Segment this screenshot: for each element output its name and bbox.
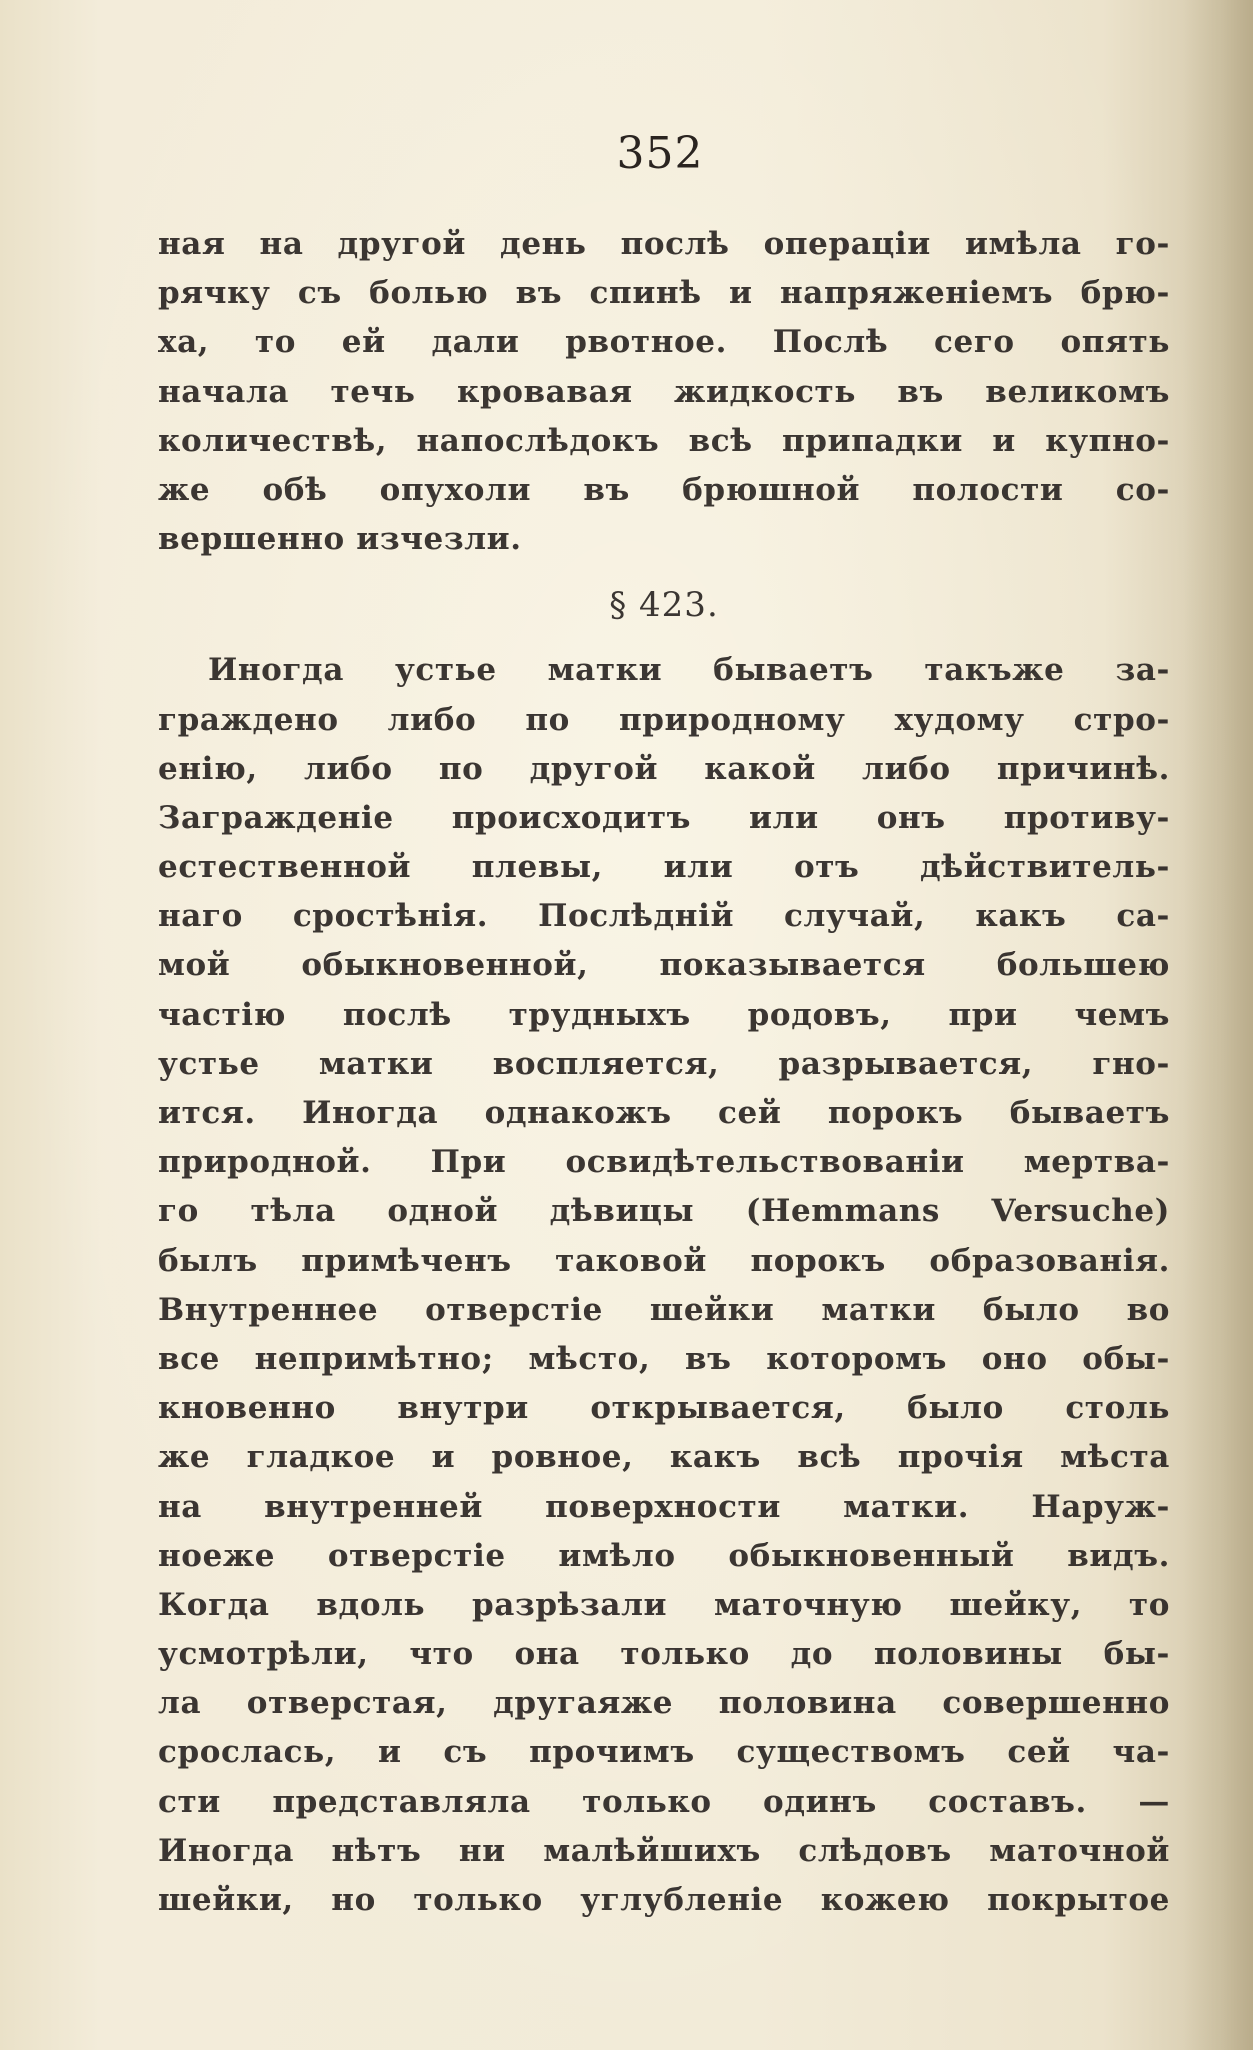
text-line: сти представляла только одинъ составъ. — — [158, 1783, 1170, 1820]
text-line: наго сростѣнія. Послѣдній случай, какъ са- — [158, 898, 1170, 935]
text-line: Загражденіе происходитъ или онъ противу- — [158, 799, 1170, 836]
text-line: рячку съ болью въ спинѣ и напряженіемъ брю- — [158, 275, 1170, 312]
text-line: на внутренней поверхности матки. Наруж- — [158, 1488, 1170, 1525]
text-line: ла отверстая, другаяже половина совершенно — [158, 1685, 1170, 1722]
text-line: ится. Иногда однакожъ сей порокъ бываетъ — [158, 1095, 1170, 1131]
text-line: го тѣла одной дѣвицы (Hemmans Versuche) — [158, 1193, 1170, 1230]
text-line: усмотрѣли, что она только до половины бы- — [158, 1636, 1170, 1673]
text-line: все непримѣтно; мѣсто, въ которомъ оно обы- — [158, 1340, 1170, 1377]
text-line: частію послѣ трудныхъ родовъ, при чемъ — [158, 996, 1170, 1033]
text-line: вершенно изчезли. — [158, 521, 522, 558]
text-line: ха, то ей дали рвотное. Послѣ сего опять — [158, 324, 1170, 361]
text-line: Иногда устье матки бываетъ такъже за- — [208, 652, 1170, 689]
paragraph-section-423 — [158, 646, 1170, 1925]
text-line: количествѣ, напослѣдокъ всѣ припадки и купно- — [158, 422, 1170, 459]
text-line: енію, либо по другой какой либо причинѣ. — [158, 750, 1170, 787]
text-line: срослась, и съ прочимъ существомъ сей ча- — [158, 1734, 1170, 1771]
text-line: шейки, но только углубленіе кожею покрытое — [158, 1882, 1170, 1918]
text-line: ная на другой день послѣ операціи имѣла го- — [158, 226, 1170, 262]
text-line: природной. При освидѣтельствованіи мертва- — [158, 1144, 1170, 1181]
text-line: Иногда нѣтъ ни малѣйшихъ слѣдовъ маточной — [158, 1832, 1170, 1869]
paragraph-continuation — [158, 220, 1170, 564]
text-line: Внутреннее отверстіе шейки матки было во — [158, 1291, 1170, 1328]
section-heading: § 423. — [609, 585, 719, 626]
text-line: кновенно внутри открывается, было столь — [158, 1390, 1170, 1427]
text-line: граждено либо по природному худому стро- — [158, 701, 1170, 738]
text-line: же обѣ опухоли въ брюшной полости со- — [158, 471, 1170, 508]
page-number: 352 — [616, 128, 704, 179]
text-line: Когда вдоль разрѣзали маточную шейку, то — [158, 1586, 1170, 1623]
text-line: же гладкое и ровное, какъ всѣ прочія мѣста — [158, 1439, 1170, 1476]
text-line: устье матки воспляется, разрывается, гно- — [158, 1045, 1170, 1082]
body-text — [158, 220, 1170, 1925]
text-line: естественной плевы, или отъ дѣйствитель- — [158, 849, 1170, 886]
text-line: начала течь кровавая жидкость въ великомъ — [158, 373, 1170, 410]
page-edge-shadow — [1183, 0, 1253, 2050]
text-line: мой обыкновенной, показывается большею — [158, 947, 1170, 984]
text-line: ноеже отверстіе имѣло обыкновенный видъ. — [158, 1537, 1170, 1574]
text-line: былъ примѣченъ таковой порокъ образованія. — [158, 1242, 1170, 1279]
